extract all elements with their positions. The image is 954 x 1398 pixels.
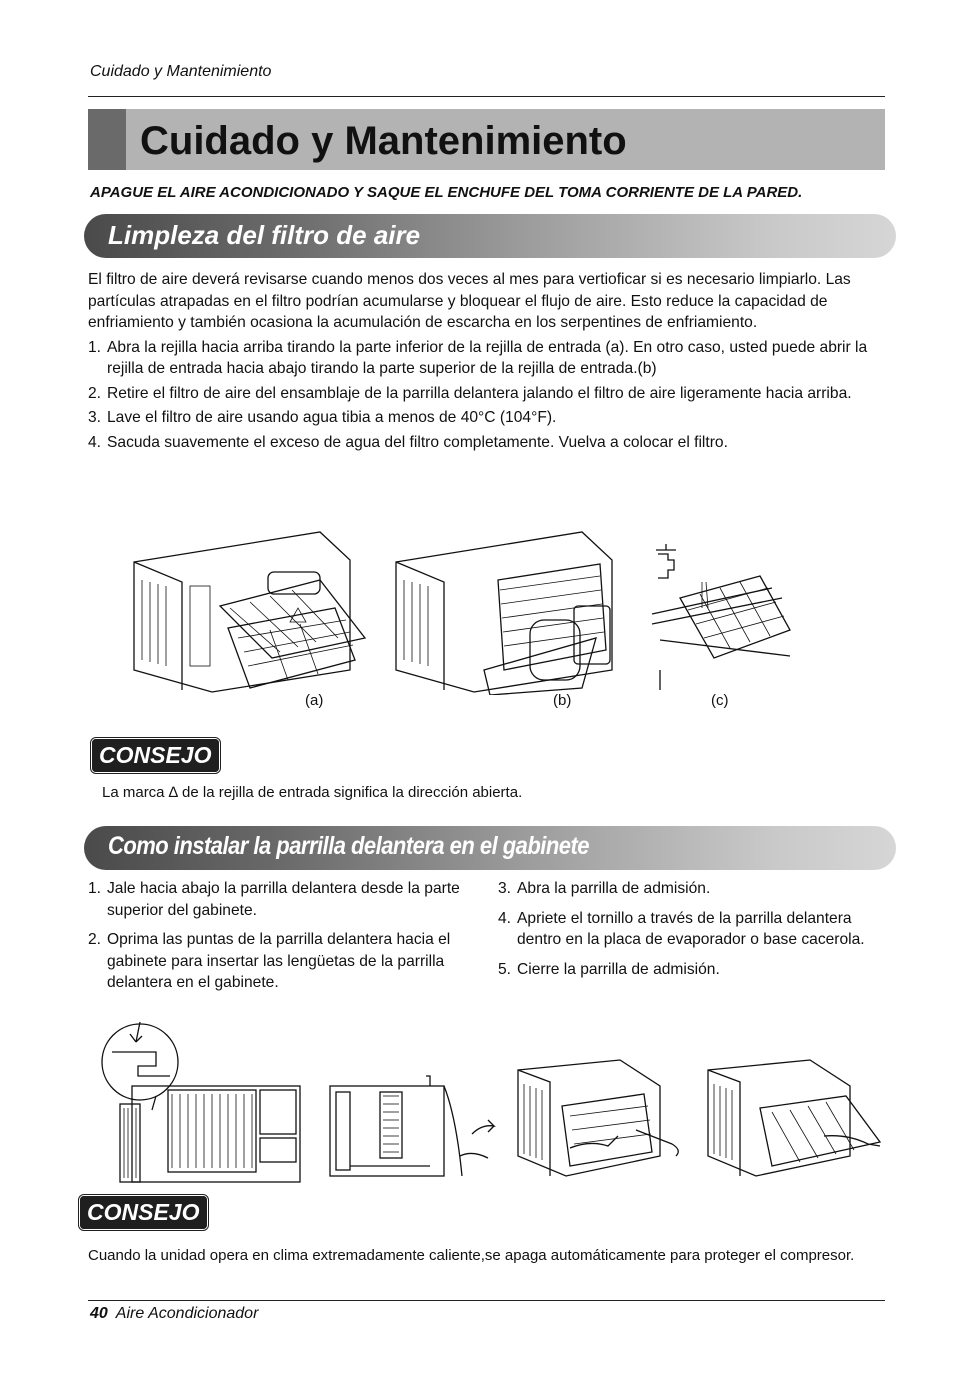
tip1-badge [92, 742, 219, 769]
section-heading-filter-label: Limpleza del filtro de aire [108, 220, 421, 250]
filter-illustrations [120, 520, 800, 695]
list-item: 1. Abra la rejilla hacia arriba tirando la parte inferior de la rejilla de entrada (a). En otro caso, usted puede abrir la rejilla de entrada hacia abajo tirando la parte superior de la rejilla de entrada.(b) [88, 338, 868, 377]
title-bar [88, 109, 885, 170]
section-heading-grille [84, 826, 896, 870]
section2-left-column [88, 878, 478, 1002]
illustration-grille-close [708, 1060, 880, 1176]
tip1-label: CONSEJO [92, 739, 219, 772]
list-item: 4. Apriete el tornillo a través de la parrilla delantera dentro en la placa de evaporador o base cacerola. [498, 909, 865, 948]
section1-body [88, 269, 888, 456]
section-heading-filter [84, 214, 896, 258]
list-item: 3. Lave el filtro de aire usando agua tibia a menos de 40°C (104°F). [88, 409, 557, 426]
illustration-grille-screw [518, 1060, 678, 1176]
warning-text: APAGUE EL AIRE ACONDICIONADO Y SAQUE EL ENCHUFE DEL TOMA CORRIENTE DE LA PARED. [90, 184, 803, 201]
footer-rule [88, 1300, 885, 1301]
illustration-a [134, 532, 365, 692]
tip1-text: La marca ∆ de la rejilla de entrada significa la dirección abierta. [102, 784, 523, 801]
section-heading-grille-label: Como instalar la parrilla delantera en el gabinete [108, 832, 589, 860]
caption-b: (b) [553, 692, 572, 709]
caption-c: (c) [711, 692, 729, 709]
page-footer [90, 1305, 258, 1323]
list-item: 2. Oprima las puntas de la parrilla delantera hacia el gabinete para insertar las lengüetas de la parrilla delantera en el gabinete. [88, 931, 451, 991]
list-item: 4. Sacuda suavemente el exceso de agua del filtro completamente. Vuelva a colocar el filtro. [88, 433, 728, 451]
tip2-badge [80, 1199, 207, 1226]
section2-right-column [498, 878, 878, 988]
list-item: 1. Jale hacia abajo la parrilla delantera desde la parte superior del gabinete. [88, 880, 460, 919]
page-number: 40 [90, 1305, 108, 1322]
page-title: Cuidado y Mantenimiento [140, 119, 627, 163]
tip2-label: CONSEJO [80, 1196, 207, 1229]
section1-intro: El filtro de aire deverá revisarse cuando menos dos veces al mes para vertioficar si es necesario limpiarlo. Las partículas atrapadas en el filtro podrían acumularse y bloquear el flujo de aire. Esto reduce la capacidad de enfriamiento y también ocasiona la acumulación de escarcha en los serpentines de enfriamiento. [88, 271, 851, 331]
header-rule [88, 96, 885, 97]
illustration-b [396, 532, 612, 695]
illustration-grille-side [330, 1076, 494, 1176]
list-item: 2. Retire el filtro de aire del ensamblaje de la parrilla delantera jalando el filtro de aire ligeramente hacia arriba. [88, 384, 852, 402]
tip2-text: Cuando la unidad opera en clima extremadamente caliente,se apaga automáticamente para proteger el compresor. [88, 1247, 855, 1264]
list-item: 5. Cierre la parrilla de admisión. [498, 960, 720, 978]
title-bar-accent [88, 109, 126, 170]
caption-a: (a) [305, 692, 324, 709]
running-header: Cuidado y Mantenimiento [90, 63, 272, 80]
illustration-c [652, 544, 790, 690]
footer-title: Aire Acondicionador [115, 1305, 259, 1322]
grille-install-illustrations [100, 1016, 890, 1188]
list-item: 3. Abra la parrilla de admisión. [498, 880, 711, 897]
section1-steps [88, 337, 888, 454]
illustration-grille-front [102, 1022, 300, 1182]
